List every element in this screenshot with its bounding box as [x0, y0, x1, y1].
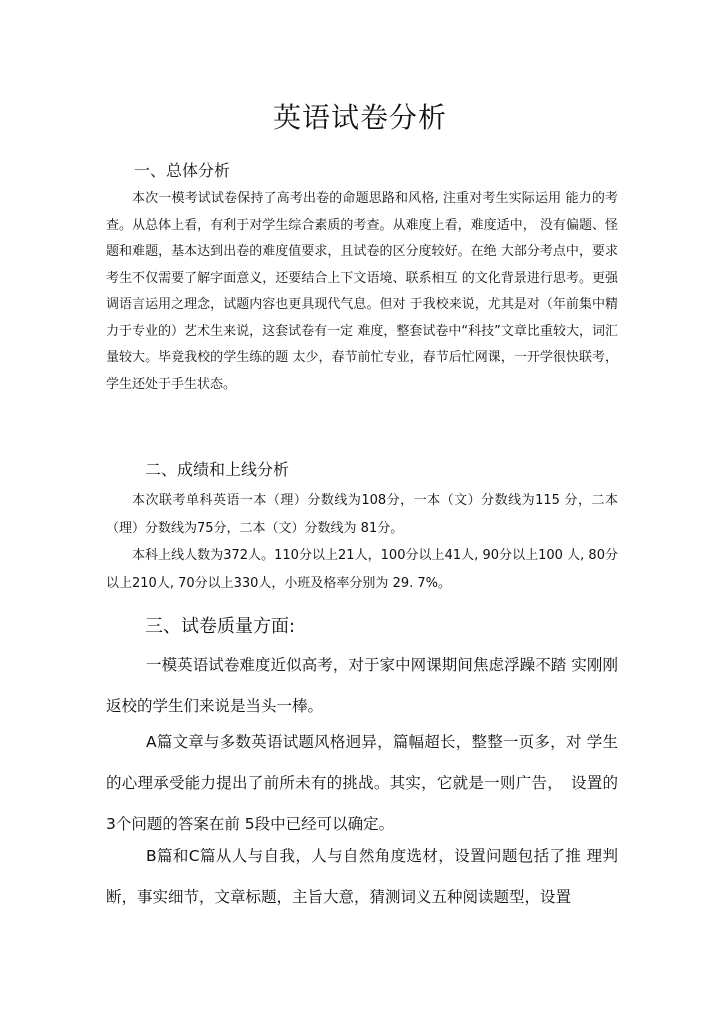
- paragraph-overall-analysis: 本次一模考试试卷保持了高考出卷的命题思路和风格, 注重对考生实际运用 能力的考查。从总体上看，有利于对学生综合素质的考查。从难度上看，难度适中， 没有偏题、怪题和难题，基本达到出卷的难度值要求，且试卷的区分度较好。在绝 大部分考点中，要求考生不仅需要了解字面意义，还要结合上下文语境、联系相互 的文化背景进行思考。更强调语言运用之理念，试题内容也更具现代气息。但对 于我校来说，尤其是对（年前集中精力于专业的）艺术生来说，这套试卷有一定 难度，整套试卷中“科技”文章比重较大，词汇量较大。毕竟我校的学生练的题 太少，春节前忙专业，春节后忙网课，一开学很快联考，学生还处于手生状态。: [106, 191, 618, 392]
- section-heading-scores: 二、成绩和上线分析: [145, 460, 290, 479]
- paragraph-pass-counts: 本科上线人数为372人。110分以上21人，100分以上41人, 90分以上100 人, 80分以上210人, 70分以上330人，小班及格率分别为 29. 7%。: [106, 548, 618, 591]
- section-heading-quality: 三、试卷质量方面:: [145, 616, 296, 637]
- paragraph-quality-intro: 一模英语试卷难度近似高考，对于家中网课期间焦虑浮躁不踏 实刚刚返校的学生们来说是当头一棒。: [106, 656, 618, 715]
- paragraph-score-lines: 本次联考单科英语一本（理）分数线为108分，一本（文）分数线为115 分，二本（理）分数线为75分，二本（文）分数线为 81分。: [106, 493, 618, 536]
- section-heading-overall: 一、总体分析: [134, 161, 231, 180]
- paragraph-passage-a: A篇文章与多数英语试题风格迥异，篇幅超长，整整一页多，对 学生的心理承受能力提出了前所未有的挑战。其实，它就是一则广告， 设置的3个问题的答案在前 5段中已经可以确定。: [106, 733, 618, 833]
- document-title: 英语试卷分析: [272, 101, 447, 134]
- paragraph-passage-b-c: B篇和C篇从人与自我，人与自然角度选材，设置问题包括了推 理判断，事实细节，文章标题，主旨大意，猜测词义五种阅读题型，设置: [106, 847, 618, 906]
